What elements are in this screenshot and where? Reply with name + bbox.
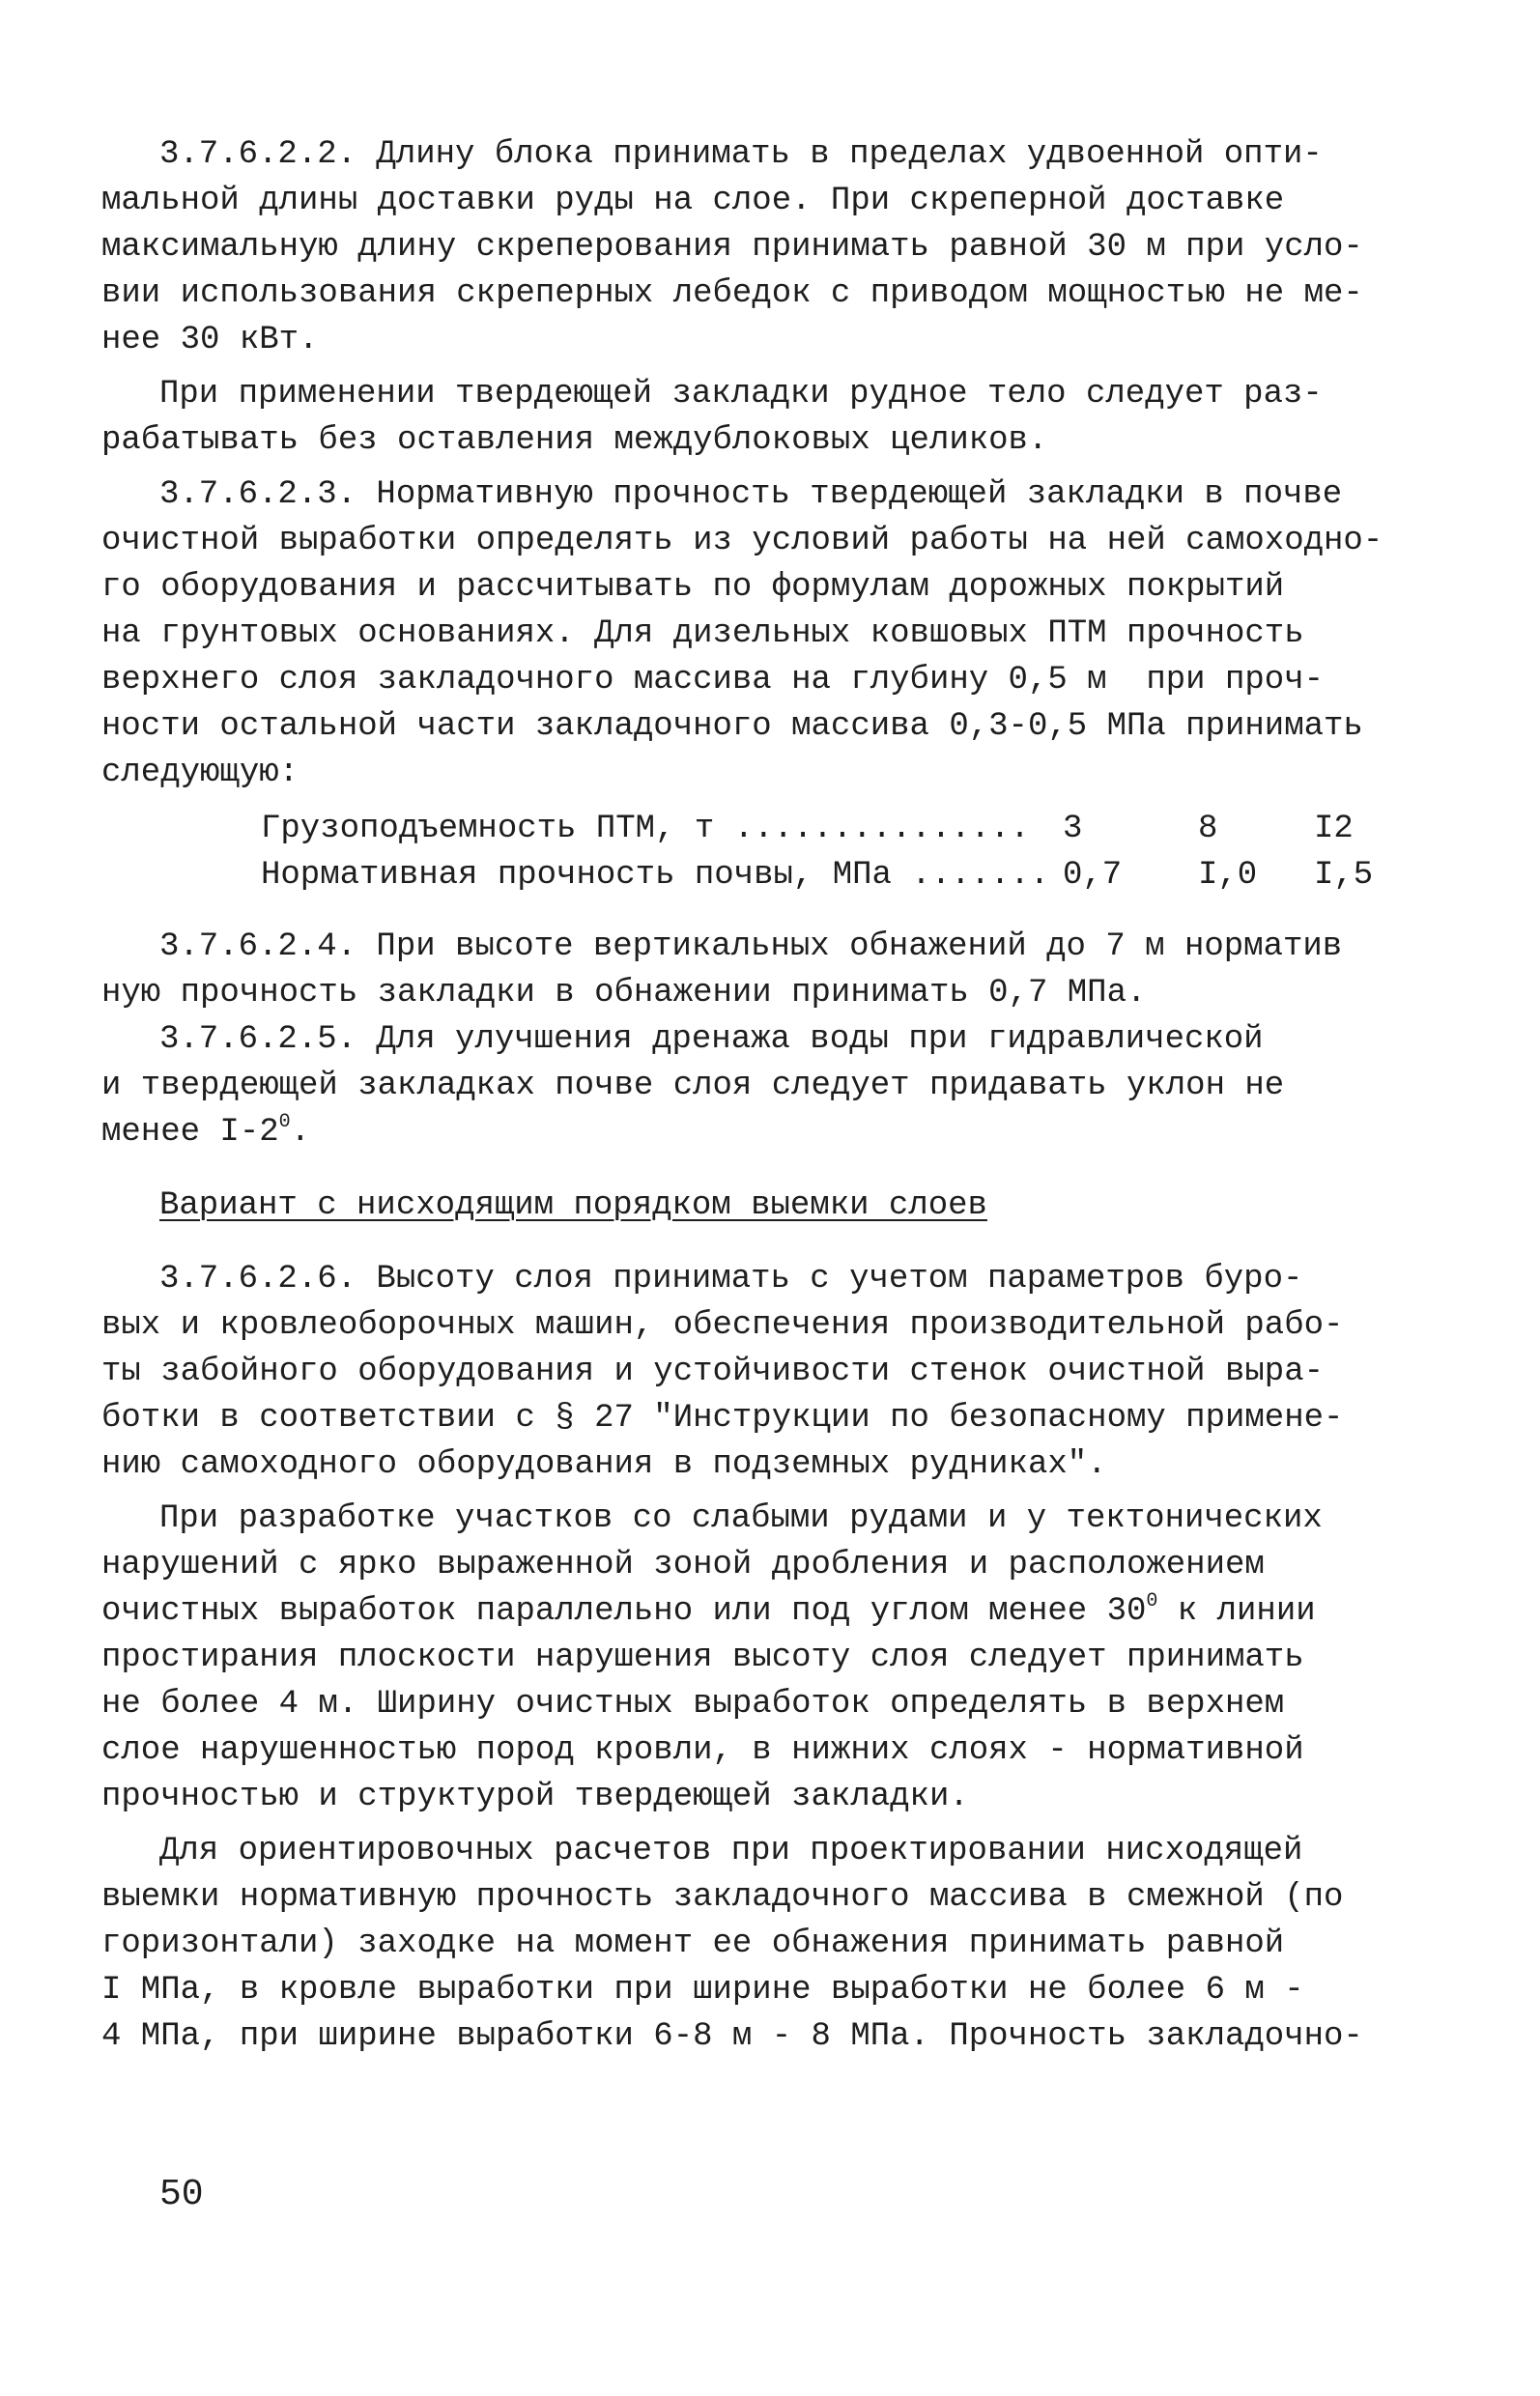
p7-line-7: прочностью и структурой твердеющей закладки.: [101, 1779, 969, 1815]
p8-line-2: выемки нормативную прочность закладочного массива в смежной (по: [101, 1879, 1344, 1916]
p2-line-2: рабатывать без оставления междублоковых целиков.: [101, 422, 1048, 459]
p7-line-1: При разработке участков со слабыми рудами и у тектонических: [159, 1500, 1323, 1537]
table-row: [261, 806, 1420, 852]
p1-line-4: вии использования скреперных лебедок с приводом мощностью не ме-: [101, 275, 1363, 312]
p7-line-5: не более 4 м. Ширину очистных выработок определять в верхнем: [101, 1686, 1285, 1723]
p7-line-6: слое нарушенностью пород кровли, в нижних слоях - нормативной: [101, 1732, 1304, 1769]
table-cell: I,0: [1198, 857, 1258, 894]
p3-line-4: на грунтовых основаниях. Для дизельных ковшовых ПТМ прочность: [101, 615, 1304, 652]
p6-line-2: вых и кровлеоборочных машин, обеспечения производительной рабо-: [101, 1307, 1344, 1344]
p1-line-5: нее 30 кВт.: [101, 322, 319, 358]
p6-line-3: ты забойного оборудования и устойчивости стенок очистной выра-: [101, 1354, 1325, 1390]
table-cell: I2: [1314, 811, 1354, 847]
degree-superscript: 0: [1146, 1590, 1158, 1612]
p5-line-3: [101, 1109, 310, 1155]
page-number: 50: [159, 2174, 204, 2215]
p6-line-1: 3.7.6.2.6. Высоту слоя принимать с учетом параметров буро-: [159, 1261, 1303, 1298]
p5-line-2: и твердеющей закладках почве слоя следует придавать уклон не: [101, 1068, 1285, 1104]
table-cell: 3: [1063, 811, 1083, 847]
p5-line-3-text: менее I-2: [101, 1114, 279, 1151]
p4-line-2: ную прочность закладки в обнажении принимать 0,7 МПа.: [101, 975, 1147, 1012]
p5-line-3-end: .: [290, 1114, 311, 1151]
p3-line-1: 3.7.6.2.3. Нормативную прочность твердеющей закладки в почве: [159, 476, 1343, 513]
p8-line-5: 4 МПа, при ширине выработки 6-8 м - 8 МПа. Прочность закладочно-: [101, 2018, 1363, 2055]
p8-line-1: Для ориентировочных расчетов при проектировании нисходящей: [159, 1833, 1303, 1869]
table-row-label: Грузоподъемность ПТМ, т ...............: [261, 811, 1030, 847]
table-row-label: Нормативная прочность почвы, МПа .......: [261, 857, 1050, 894]
p3-line-7: следующую:: [101, 755, 299, 791]
p4-line-1: 3.7.6.2.4. При высоте вертикальных обнажений до 7 м норматив: [159, 928, 1343, 965]
p7-line-3: [101, 1588, 1316, 1635]
p1-line-2: мальной длины доставки руды на слое. При скреперной доставке: [101, 183, 1285, 219]
p7-line-3-end: к линии: [1157, 1593, 1316, 1630]
p8-line-4: I МПа, в кровле выработки при ширине выработки не более 6 м -: [101, 1972, 1304, 2009]
p1-line-1: 3.7.6.2.2. Длину блока принимать в пределах удвоенной опти-: [159, 136, 1323, 173]
p3-line-5: верхнего слоя закладочного массива на глубину 0,5 м при проч-: [101, 662, 1325, 699]
p3-line-2: очистной выработки определять из условий работы на ней самоходно-: [101, 523, 1383, 559]
p8-line-3: горизонтали) заходке на момент ее обнажения принимать равной: [101, 1925, 1285, 1962]
p7-line-4: простирания плоскости нарушения высоту слоя следует принимать: [101, 1640, 1304, 1676]
table-cell: 0,7: [1063, 857, 1123, 894]
p6-line-4: ботки в соответствии с § 27 "Инструкции по безопасному примене-: [101, 1400, 1344, 1437]
p2-line-1: При применении твердеющей закладки рудное тело следует раз-: [159, 376, 1323, 413]
p3-line-3: го оборудования и рассчитывать по формулам дорожных покрытий: [101, 569, 1285, 606]
table-cell: I,5: [1314, 857, 1374, 894]
table-row: [261, 852, 1420, 898]
p5-line-1: 3.7.6.2.5. Для улучшения дренажа воды при гидравлической: [159, 1021, 1264, 1058]
p3-line-6: ности остальной части закладочного массива 0,3-0,5 МПа принимать: [101, 708, 1363, 745]
section-heading: Вариант с нисходящим порядком выемки слоев: [159, 1187, 987, 1224]
table-cell: 8: [1198, 811, 1218, 847]
p7-line-2: нарушений с ярко выраженной зоной дробления и расположением: [101, 1547, 1265, 1583]
p7-line-3-text: очистных выработок параллельно или под углом менее 30: [101, 1593, 1147, 1630]
p6-line-5: нию самоходного оборудования в подземных рудниках".: [101, 1446, 1107, 1483]
p1-line-3: максимальную длину скреперования принимать равной 30 м при усло-: [101, 229, 1363, 266]
degree-superscript: 0: [278, 1111, 291, 1133]
